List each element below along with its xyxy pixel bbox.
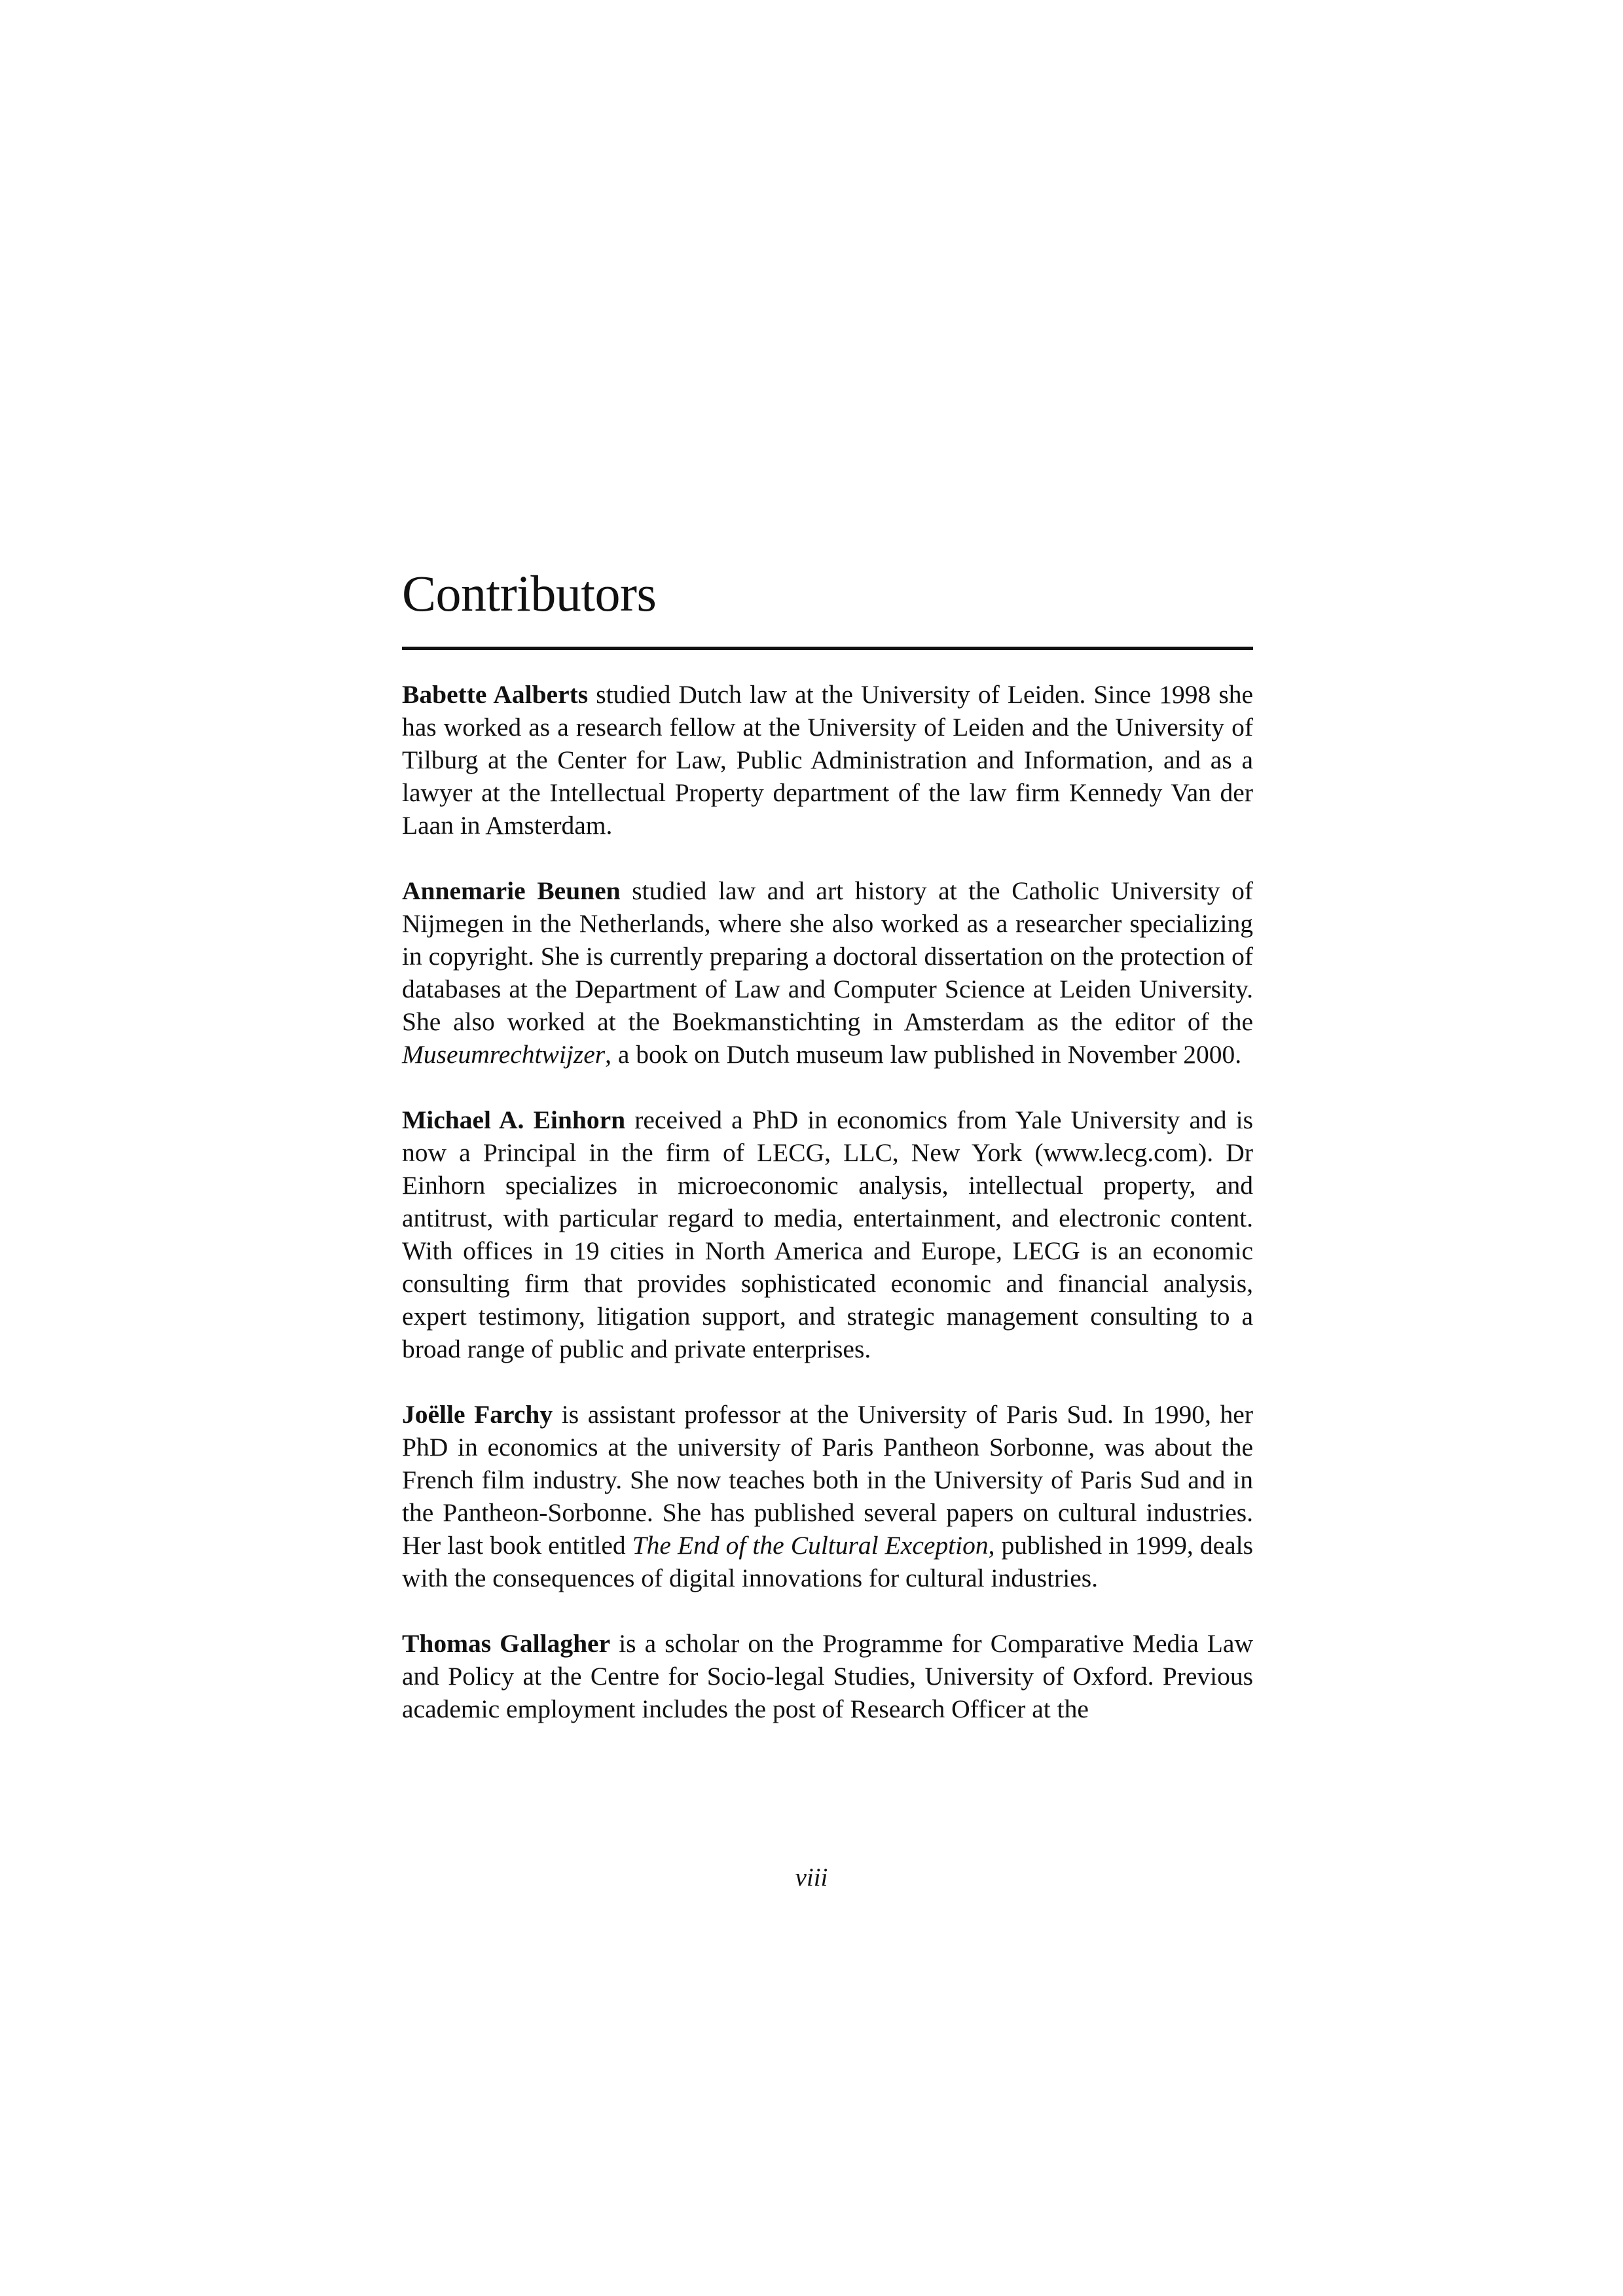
contributor-bio (402, 874, 1253, 1071)
contributor-text: is a scholar on the Programme for Comparative Media Law and Policy at the Centre for Socio-legal Studies, University of Oxford. Previous academic employment includes the post of Research Officer at the (402, 1629, 1253, 1723)
title-rule (402, 647, 1253, 650)
contributor-text: studied Dutch law at the University of Leiden. Since 1998 she has worked as a research fellow at the University of Leiden and the University of Tilburg at the Center for Law, Public Administration and Information, and as a lawyer at the Intellectual Property department of the law firm Kennedy Van der Laan in Amsterdam. (402, 680, 1253, 840)
page-number: viii (795, 1863, 828, 1892)
contributor-name: Babette Aalberts (402, 680, 589, 709)
contributor-bio (402, 1398, 1253, 1594)
contributor-text: is assistant professor at the University of Paris Sud. In 1990, her PhD in economics at the university of Paris Pantheon Sorbonne, was about the French film industry. She now teaches both in the University of Paris Sud and in the Pantheon-Sorbonne. She has published several papers on cultural industries. Her last book entitled (402, 1400, 1253, 1560)
contributor-italic-title: Museumrechtwijzer (402, 1040, 606, 1069)
contributor-name: Annemarie Beunen (402, 876, 621, 905)
contributor-bio (402, 1103, 1253, 1365)
contributor-bio (402, 1627, 1253, 1725)
contributor-text-after: , published in 1999, deals with the consequences of digital innovations for cultural industries. (402, 1531, 1253, 1592)
contributor-text-after: , a book on Dutch museum law published in November 2000. (605, 1040, 1242, 1069)
contributor-name: Joëlle Farchy (402, 1400, 553, 1429)
contributor-name: Thomas Gallagher (402, 1629, 611, 1658)
contributor-text: received a PhD in economics from Yale University and is now a Principal in the firm of LECG, LLC, New York (www.lecg.com). Dr Einhorn specializes in microeconomic analysis, intellectual property, and antitrust, with particular regard to media, entertainment, and electronic content. With offices in 19 cities in North America and Europe, LECG is an economic consulting firm that provides sophisticated economic and financial analysis, expert testimony, litigation support, and strategic management consulting to a broad range of public and private enterprises. (402, 1105, 1253, 1363)
contributor-italic-title: The End of the Cultural Exception (632, 1531, 989, 1560)
contributor-list (402, 678, 1253, 1758)
contributor-text: studied law and art history at the Catholic University of Nijmegen in the Netherlands, where she also worked as a researcher specializing in copyright. She is currently preparing a doctoral dissertation on the protection of databases at the Department of Law and Computer Science at Leiden University. She also worked at the Boekmanstichting in Amsterdam as the editor of the (402, 876, 1253, 1036)
page-title: Contributors (402, 565, 657, 622)
contributor-bio (402, 678, 1253, 842)
contributor-name: Michael A. Einhorn (402, 1105, 626, 1134)
